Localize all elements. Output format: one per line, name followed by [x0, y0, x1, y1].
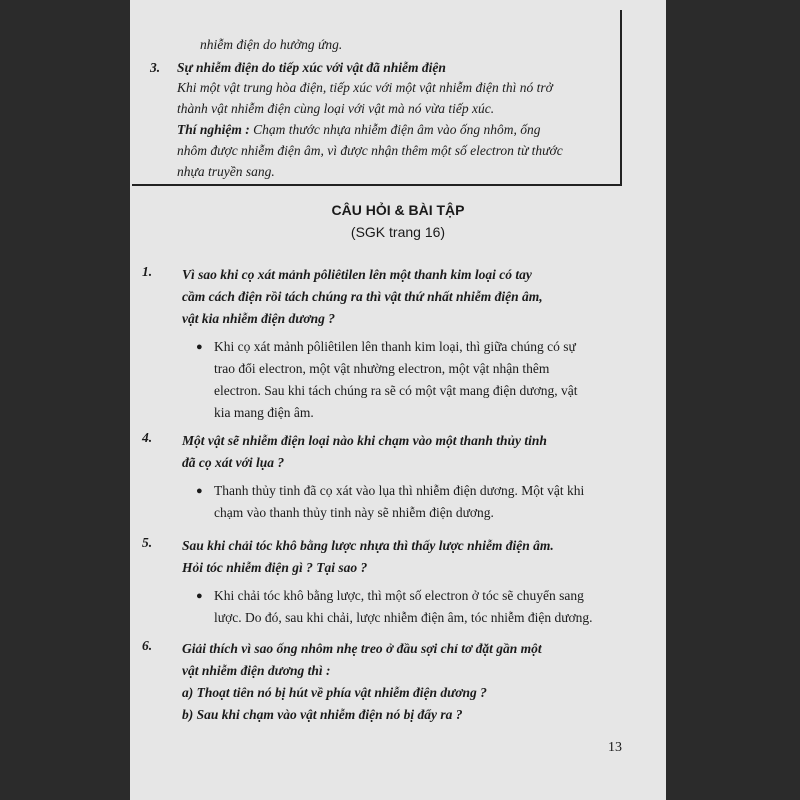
experiment-text: Chạm thước nhựa nhiễm điện âm vào ống nhôm, ống [249, 122, 541, 137]
answer-line: Thanh thủy tinh đã cọ xát vào lụa thì nhiễm điện dương. Một vật khi [214, 483, 585, 498]
question-line: cầm cách điện rồi tách chúng ra thì vật thứ nhất nhiễm điện âm, [182, 289, 543, 304]
box-line: nhiễm điện do hưởng ứng. [200, 37, 343, 52]
answer-line: Khi chải tóc khô bằng lược, thì một số electron ở tóc sẽ chuyển sang [214, 588, 584, 603]
page-number: 13 [608, 740, 622, 755]
answer-line: electron. Sau khi tách chúng ra sẽ có một vật mang điện dương, vật [214, 383, 578, 398]
question-line: Sau khi chải tóc khô bằng lược nhựa thì thấy lược nhiễm điện âm. [182, 538, 554, 553]
sub-question-a: a) Thoạt tiên nó bị hút về phía vật nhiễm điện dương ? [182, 685, 487, 700]
bullet-icon: ● [196, 485, 203, 497]
experiment-label: Thí nghiệm : [177, 122, 250, 137]
question-number: 1. [142, 264, 153, 279]
question-line: đã cọ xát với lụa ? [182, 455, 285, 470]
box-line: nhựa truyền sang. [177, 164, 275, 179]
answer-line: lược. Do đó, sau khi chải, lược nhiễm điện âm, tóc nhiễm điện dương. [214, 610, 593, 625]
question-number: 6. [142, 638, 153, 653]
question-line: Hỏi tóc nhiễm điện gì ? Tại sao ? [182, 560, 368, 575]
question-line: Giải thích vì sao ống nhôm nhẹ treo ở đầu sợi chỉ tơ đặt gần một [182, 641, 542, 656]
box-heading-number: 3. [150, 60, 161, 75]
answer [196, 585, 624, 629]
book-page [130, 0, 666, 800]
answer-line: trao đổi electron, một vật nhường electron, một vật nhận thêm [214, 361, 550, 376]
box-line: Khi một vật trung hòa điện, tiếp xúc với một vật nhiễm điện thì nó trở [177, 80, 553, 95]
box-line: thành vật nhiễm điện cùng loại với vật mà nó vừa tiếp xúc. [177, 101, 495, 116]
answer [196, 336, 624, 424]
question-number: 5. [142, 535, 153, 550]
answer-line: Khi cọ xát mảnh pôliêtilen lên thanh kim loại, thì giữa chúng có sự [214, 339, 576, 354]
question-line: vật kia nhiễm điện dương ? [182, 311, 335, 326]
answer [196, 480, 624, 524]
box-heading: Sự nhiễm điện do tiếp xúc với vật đã nhiễm điện [177, 60, 446, 75]
answer-line: kia mang điện âm. [214, 405, 314, 420]
question-line: vật nhiễm điện dương thì : [182, 663, 331, 678]
section-title: CÂU HỎI & BÀI TẬP [331, 202, 465, 218]
question-line: Vì sao khi cọ xát mảnh pôliêtilen lên một thanh kim loại có tay [182, 267, 532, 282]
bullet-icon: ● [196, 590, 203, 602]
box-line: nhôm được nhiễm điện âm, vì được nhận thêm một số electron từ thước [177, 143, 563, 158]
sub-question-b: b) Sau khi chạm vào vật nhiễm điện nó bị đẩy ra ? [182, 707, 463, 722]
bullet-icon: ● [196, 341, 203, 353]
question-line: Một vật sẽ nhiễm điện loại nào khi chạm vào một thanh thủy tinh [182, 433, 547, 448]
summary-box [132, 10, 622, 186]
answer-line: chạm vào thanh thủy tinh này sẽ nhiễm điện dương. [214, 505, 494, 520]
box-line [177, 120, 617, 140]
question-number: 4. [142, 430, 153, 445]
section-subtitle: (SGK trang 16) [350, 224, 446, 240]
